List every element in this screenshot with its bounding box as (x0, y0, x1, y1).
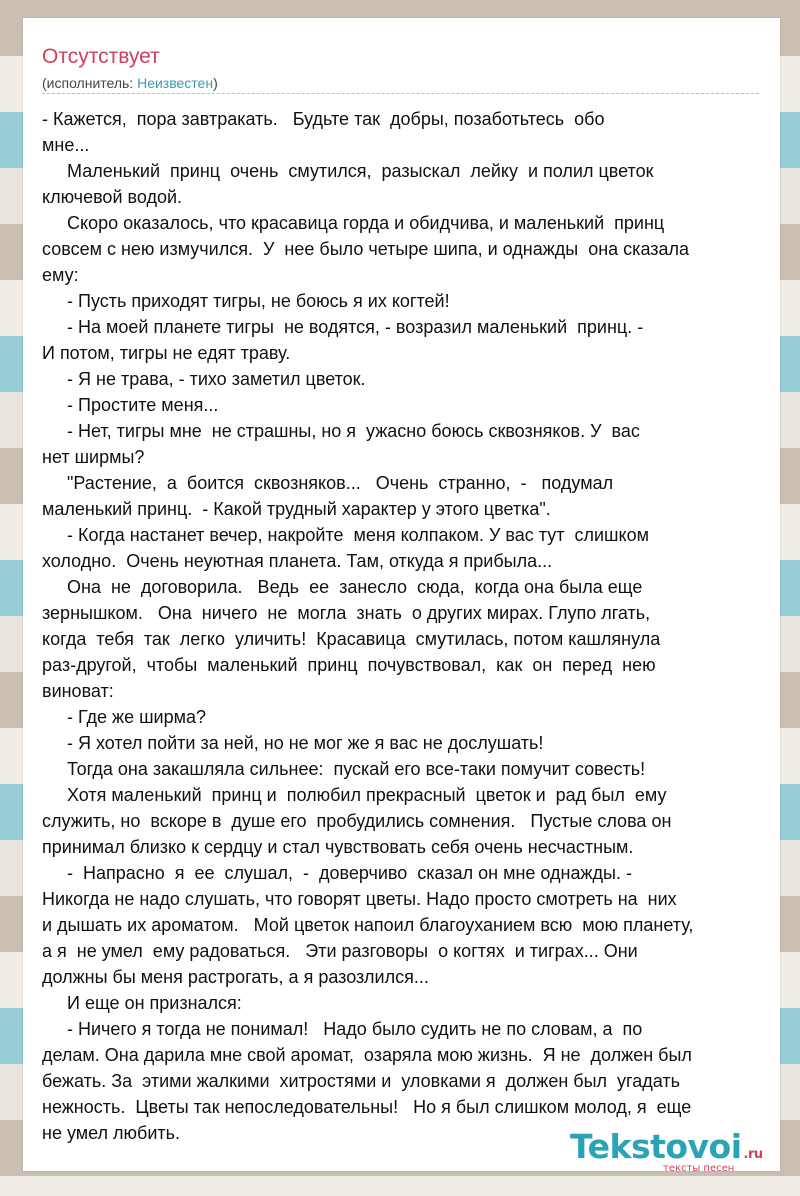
lyrics-line: маленький принц. - Какой трудный характер у этого цветка". (42, 499, 551, 519)
artist-prefix: (исполнитель: (42, 75, 138, 91)
lyrics-line: принимал близко к сердцу и стал чувствовать себя очень несчастным. (42, 837, 634, 857)
lyrics-line: нежность. Цветы так непоследовательны! Но я был слишком молод, я еще (42, 1097, 692, 1117)
page-title: Отсутствует (42, 45, 160, 68)
lyrics-line: мне... (42, 135, 90, 155)
lyrics-text (42, 106, 777, 1146)
lyrics-line: делам. Она дарила мне свой аромат, озаряла мою жизнь. Я не должен был (42, 1045, 692, 1065)
lyrics-line: Маленький принц очень смутился, разыскал лейку и полил цветок (42, 161, 654, 181)
lyrics-line: И еще он признался: (42, 993, 242, 1013)
divider (42, 93, 759, 94)
lyrics-line: не умел любить. (42, 1123, 181, 1143)
lyrics-line: - Где же ширма? (42, 707, 207, 727)
lyrics-line: Никогда не надо слушать, что говорят цветы. Надо просто смотреть на них (42, 889, 677, 909)
logo-domain: .ru (743, 1147, 763, 1162)
lyrics-line: И потом, тигры не едят траву. (42, 343, 291, 363)
lyrics-line: зернышком. Она ничего не могла знать о других мирах. Глупо лгать, (42, 603, 651, 623)
lyrics-line: - На моей планете тигры не водятся, - возразил маленький принц. - (42, 317, 644, 337)
lyrics-line: раз-другой, чтобы маленький принц почувствовал, как он перед нею (42, 655, 656, 675)
lyrics-line: - Простите меня... (42, 395, 219, 415)
lyrics-line: - Я не трава, - тихо заметил цветок. (42, 369, 366, 389)
lyrics-line: Скоро оказалось, что красавица горда и обидчива, и маленький принц (42, 213, 665, 233)
lyrics-line: Она не договорила. Ведь ее занесло сюда, когда она была еще (42, 577, 643, 597)
lyrics-line: - Пусть приходят тигры, не боюсь я их когтей! (42, 291, 450, 311)
lyrics-line: - Напрасно я ее слушал, - доверчиво сказал он мне однажды. - (42, 863, 632, 883)
logo-tagline: тексты песен (663, 1163, 735, 1174)
logo-name: Tekstovoi (570, 1127, 742, 1166)
lyrics-line: "Растение, а боится сквозняков... Очень странно, - подумал (42, 473, 614, 493)
lyrics-line: когда тебя так легко уличить! Красавица смутилась, потом кашлянула (42, 629, 661, 649)
lyrics-line: Хотя маленький принц и полюбил прекрасный цветок и рад был ему (42, 785, 667, 805)
lyrics-line: ему: (42, 265, 79, 285)
lyrics-line: бежать. За этими жалкими хитростями и уловками я должен был угадать (42, 1071, 680, 1091)
lyrics-line: - Я хотел пойти за ней, но не мог же я вас не дослушать! (42, 733, 544, 753)
lyrics-line: должны бы меня растрогать, а я разозлился... (42, 967, 429, 987)
lyrics-line: - Кажется, пора завтракать. Будьте так добры, позаботьтесь обо (42, 109, 605, 129)
lyrics-line: Тогда она закашляла сильнее: пускай его все-таки помучит совесть! (42, 759, 646, 779)
lyrics-line: служить, но вскоре в душе его пробудились сомнения. Пустые слова он (42, 811, 672, 831)
lyrics-line: - Нет, тигры мне не страшны, но я ужасно боюсь сквозняков. У вас (42, 421, 640, 441)
lyrics-line: холодно. Очень неуютная планета. Там, откуда я прибыла... (42, 551, 553, 571)
artist-line (42, 74, 218, 92)
artist-suffix: ) (213, 75, 218, 91)
lyrics-line: - Ничего я тогда не понимал! Надо было судить не по словам, а по (42, 1019, 643, 1039)
artist-link[interactable]: Неизвестен (137, 75, 214, 91)
lyrics-line: и дышать их ароматом. Мой цветок напоил благоуханием всю мою планету, (42, 915, 694, 935)
lyrics-line: ключевой водой. (42, 187, 183, 207)
lyrics-line: нет ширмы? (42, 447, 145, 467)
lyrics-card (23, 18, 780, 1174)
lyrics-line: виноват: (42, 681, 114, 701)
lyrics-line: а я не умел ему радоваться. Эти разговоры о когтях и тиграх... Они (42, 941, 638, 961)
lyrics-line: - Когда настанет вечер, накройте меня колпаком. У вас тут слишком (42, 525, 649, 545)
lyrics-line: совсем с нею измучился. У нее было четыре шипа, и однажды она сказала (42, 239, 690, 259)
